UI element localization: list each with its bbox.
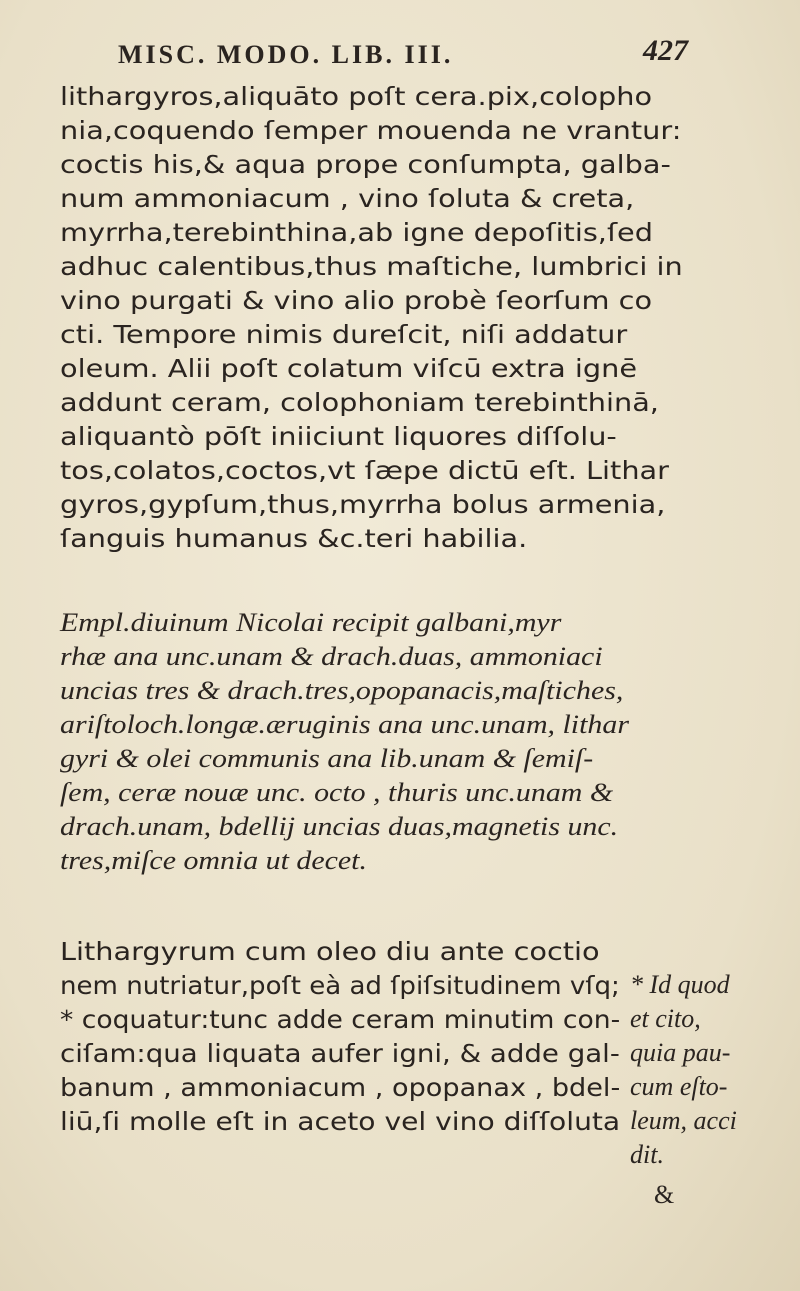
text-line: liū,ſi molle eſt in aceto vel vino diſſoluta: [60, 1107, 621, 1136]
italic-text-line: Empl.diuinum Nicolai recipit galbani,myr: [60, 608, 562, 637]
catchword: &: [654, 1180, 675, 1209]
text-line: coctis his,& aqua prope conſumpta, galba-: [60, 150, 671, 179]
text-line: cti. Tempore nimis dureſcit, niſi addatur: [60, 320, 628, 349]
text-line: ciſam:qua liquata aufer igni, & adde gal-: [60, 1039, 620, 1068]
margin-note-line: * Id quod: [630, 970, 730, 999]
text-line: ſanguis humanus &c.teri habilia.: [60, 524, 528, 553]
margin-note-line: leum, acci: [630, 1106, 737, 1135]
margin-note-line: et cito,: [630, 1004, 701, 1033]
italic-text-line: rhæ ana unc.unam & drach.duas, ammoniaci: [60, 642, 603, 671]
paragraph-3: [60, 935, 630, 1139]
paragraph-1: [60, 80, 710, 556]
italic-text-line: gyri & olei communis ana lib.unam & ſemiſ-: [60, 744, 594, 773]
text-line: * coquatur:tunc adde ceram minutim con-: [60, 1005, 621, 1034]
italic-text-line: uncias tres & drach.tres,opopanacis,maſtiches,: [60, 676, 624, 705]
text-line: nem nutriatur,poſt eà ad ſpiſsitudinem vſq;: [60, 971, 620, 1000]
page-number: 427: [643, 34, 688, 67]
margin-note-line: dit.: [630, 1140, 664, 1169]
text-line: adhuc calentibus,thus maſtiche, lumbrici in: [60, 252, 683, 281]
text-line: aliquantò pōſt iniiciunt liquores diſſolu-: [60, 422, 617, 451]
text-line: myrrha,terebinthina,ab igne depoſitis,ſed: [60, 218, 654, 247]
text-line: Lithargyrum cum oleo diu ante coctio: [60, 937, 600, 966]
margin-note-line: cum eſto-: [630, 1072, 728, 1101]
text-line: lithargyros,aliquāto poſt cera.pix,colopho: [60, 82, 653, 111]
running-head: MISC. MODO. LIB. III.: [118, 40, 454, 69]
text-line: num ammoniacum , vino ſoluta & creta,: [60, 184, 635, 213]
page-header: [118, 34, 688, 78]
text-line: addunt ceram, colophoniam terebinthinā,: [60, 388, 659, 417]
margin-note-line: quia pau-: [630, 1038, 731, 1067]
text-line: oleum. Alii poſt colatum viſcū extra ignē: [60, 354, 638, 383]
text-line: vino purgati & vino alio probè ſeorſum co: [60, 286, 653, 315]
paragraph-2-recipe: [60, 606, 710, 878]
italic-text-line: drach.unam, bdellij uncias duas,magnetis unc.: [60, 812, 619, 841]
margin-note: [630, 968, 780, 1172]
text-line: nia,coquendo ſemper mouenda ne vrantur:: [60, 116, 682, 145]
italic-text-line: tres,miſce omnia ut decet.: [60, 846, 367, 875]
text-line: tos,colatos,coctos,vt ſæpe dictū eſt. Lithar: [60, 456, 669, 485]
text-line: gyros,gypſum,thus,myrrha bolus armenia,: [60, 490, 666, 519]
text-line: banum , ammoniacum , opopanax , bdel-: [60, 1073, 621, 1102]
italic-text-line: ſem, ceræ nouæ unc. octo , thuris unc.unam &: [60, 778, 614, 807]
italic-text-line: ariſtoloch.longæ.æruginis ana unc.unam, lithar: [60, 710, 629, 739]
